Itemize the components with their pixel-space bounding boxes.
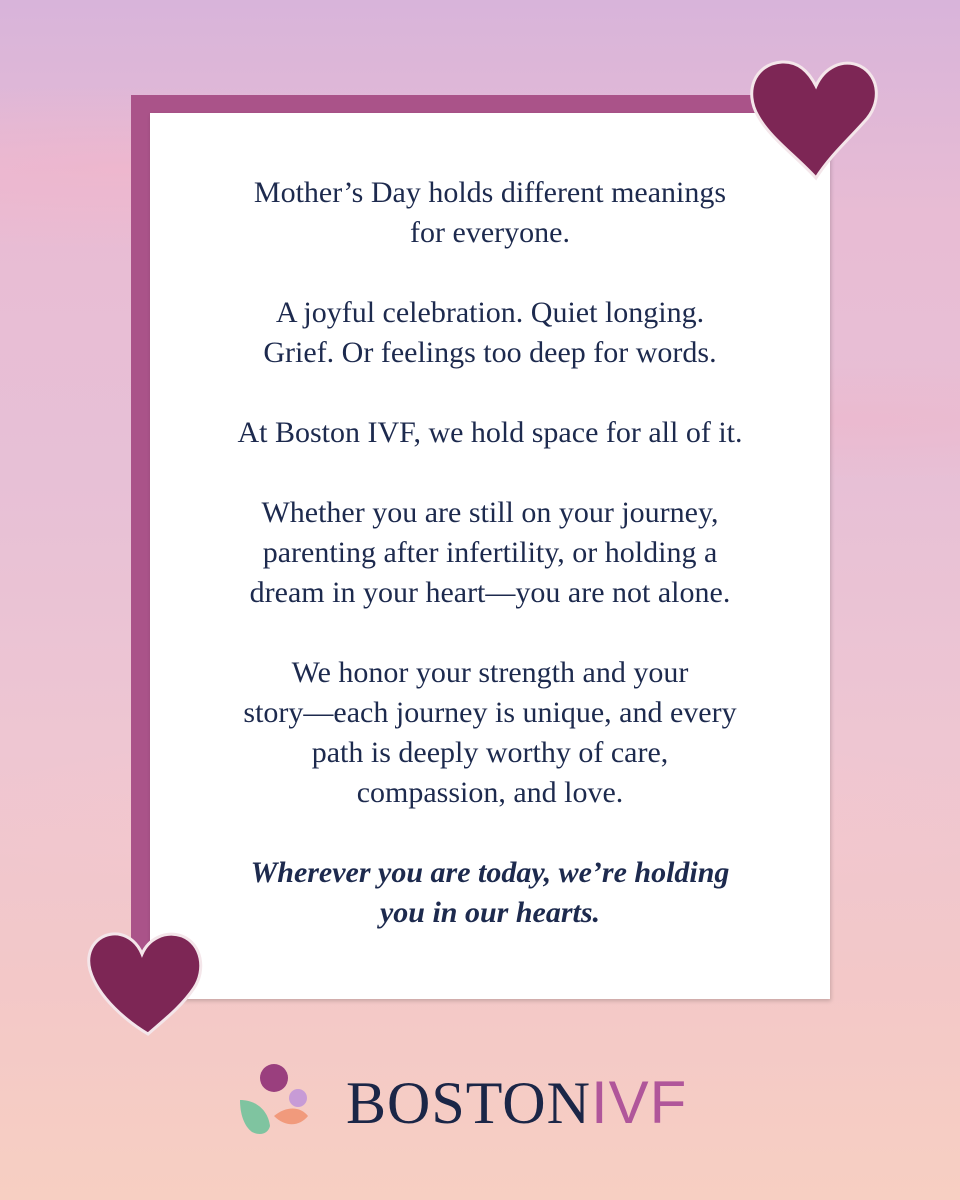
heart-icon: [744, 56, 880, 182]
text-line: Grief. Or feelings too deep for words.: [263, 336, 717, 369]
brand-logo: [238, 1062, 738, 1142]
text-line: story—each journey is unique, and every: [243, 696, 737, 729]
text-line: Wherever you are today, we’re holding: [250, 856, 730, 889]
paragraph-hold-space: [150, 413, 830, 453]
message-text: [150, 173, 830, 933]
paragraph-journey: [150, 493, 830, 613]
text-line: for everyone.: [410, 216, 570, 249]
text-line: you in our hearts.: [379, 896, 601, 929]
text-line: Whether you are still on your journey,: [261, 496, 719, 529]
text-line: We honor your strength and your: [291, 656, 689, 689]
text-line: Mother’s Day holds different meanings: [253, 176, 727, 209]
paragraph-meanings: [150, 173, 830, 253]
message-card: [150, 113, 830, 999]
paragraph-feelings: [150, 293, 830, 373]
paragraph-honor: [150, 653, 830, 813]
text-line: parenting after infertility, or holding a: [262, 536, 718, 569]
text-line: At Boston IVF, we hold space for all of it.: [237, 416, 743, 449]
closing-message: [150, 853, 830, 933]
text-line: path is deeply worthy of care,: [311, 736, 669, 769]
text-line: compassion, and love.: [356, 776, 624, 809]
heart-icon: [82, 930, 204, 1038]
brand-wordmark: [346, 1068, 687, 1138]
boston-ivf-logo-icon: [238, 1062, 318, 1136]
brand-name-ivf: IVF: [590, 1069, 688, 1136]
text-line: A joyful celebration. Quiet longing.: [275, 296, 705, 329]
text-line: dream in your heart—you are not alone.: [249, 576, 731, 609]
brand-name-boston: BOSTON: [346, 1070, 591, 1136]
